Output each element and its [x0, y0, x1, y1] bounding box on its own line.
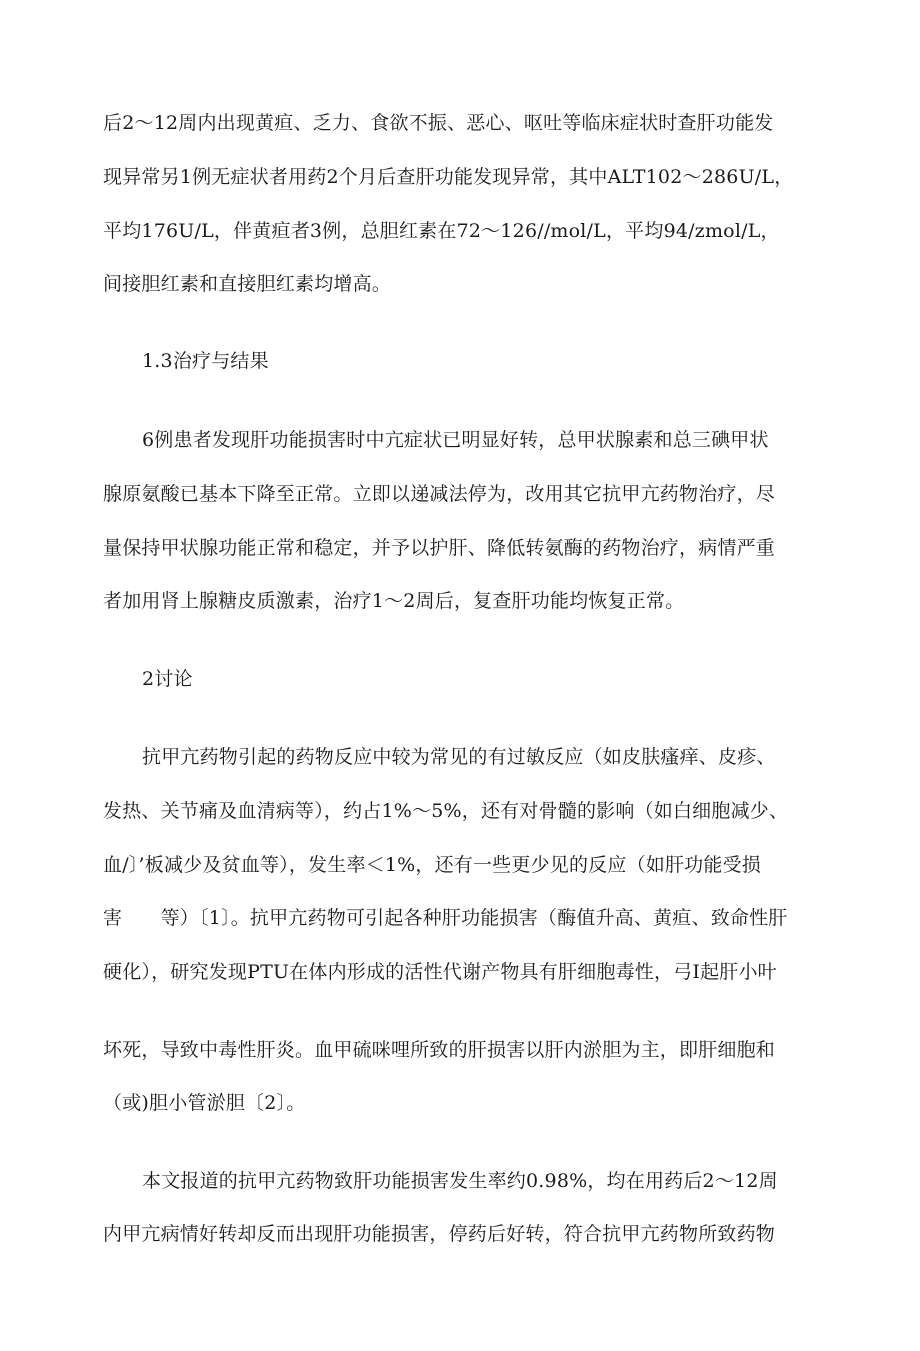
text-line: 平均176U/L，伴黄疸者3例，总胆红素在72～126//mol/L，平均94/zmol/L， [103, 220, 780, 242]
text-line: 间接胆红素和直接胆红素均增高。 [103, 273, 392, 295]
text-line: 硬化），研究发现PTU在体内形成的活性代谢产物具有肝细胞毒性，弓I起肝小叶 [103, 961, 777, 983]
text-line: 本文报道的抗甲亢药物致肝功能损害发生率约0.98%，均在用药后2～12周 [142, 1170, 778, 1192]
text-line: 抗甲亢药物引起的药物反应中较为常见的有过敏反应（如皮肤瘙痒、皮疹、 [142, 746, 776, 768]
text-line: 坏死，导致中毒性肝炎。血甲硫咪哩所致的肝损害以肝内淤胆为主，即肝细胞和 [103, 1039, 776, 1061]
section-heading: 1.3治疗与结果 [142, 350, 269, 372]
text-line: 腺原氨酸已基本下降至正常。立即以递减法停为，改用其它抗甲亢药物治疗，尽 [103, 483, 776, 505]
text-line: （或)胆小管淤胆〔2〕。 [103, 1092, 306, 1114]
text-line: 发热、关节痛及血清病等），约占1%～5%，还有对骨髓的影响（如白细胞减少、 [103, 800, 789, 822]
text-line: 害 等）〔1〕。抗甲亢药物可引起各种肝功能损害（酶值升高、黄疸、致命性肝 [103, 907, 788, 929]
text-line: 后2～12周内出现黄疸、乏力、食欲不振、恶心、呕吐等临床症状时查肝功能发 [103, 112, 774, 134]
text-line: 内甲亢病情好转却反而出现肝功能损害，停药后好转，符合抗甲亢药物所致药物 [103, 1223, 776, 1245]
text-line: 现异常另1例无症状者用药2个月后查肝功能发现异常，其中ALT102～286U/L， [103, 166, 794, 188]
text-line: 者加用肾上腺糖皮质激素，治疗1～2周后，复查肝功能均恢复正常。 [103, 590, 685, 612]
text-line: 6例患者发现肝功能损害时中亢症状已明显好转，总甲状腺素和总三碘甲状 [142, 429, 769, 451]
text-line: 量保持甲状腺功能正常和稳定，并予以护肝、降低转氨酶的药物治疗，病情严重 [103, 537, 776, 559]
text-line: 血/〕’板减少及贫血等），发生率＜1%，还有一些更少见的反应（如肝功能受损 [103, 854, 761, 876]
section-heading: 2讨论 [142, 668, 193, 690]
